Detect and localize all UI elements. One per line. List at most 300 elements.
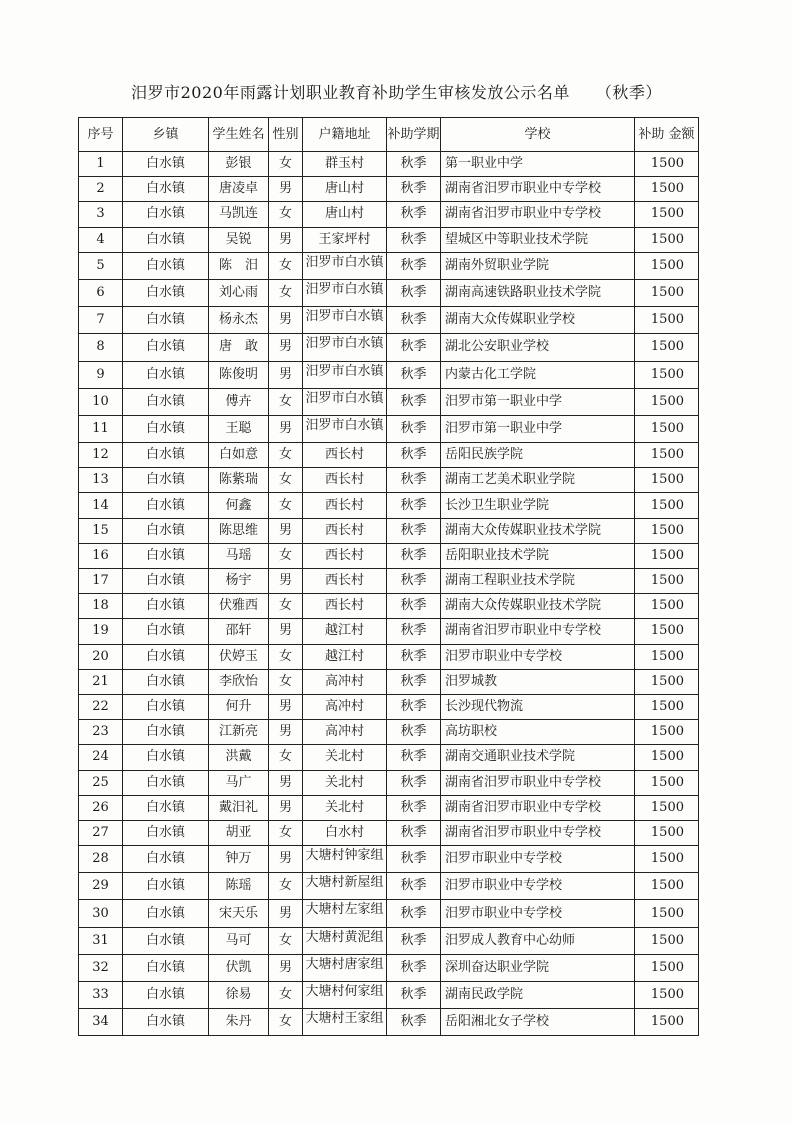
page-title	[0, 80, 793, 103]
township-cell: 白水镇	[123, 820, 209, 845]
table-row	[79, 202, 699, 227]
township-cell: 白水镇	[123, 202, 209, 227]
school-name-cell: 湖南大众传媒职业技术学院	[441, 594, 635, 619]
table-row	[79, 873, 699, 900]
row-number-cell: 9	[79, 361, 123, 388]
row-number-cell: 13	[79, 468, 123, 493]
school-name-cell: 湖南省汨罗市职业中专学校	[441, 820, 635, 845]
row-number-cell: 33	[79, 982, 123, 1009]
student-name-cell: 朱丹	[209, 1009, 269, 1036]
subsidy-amount-cell: 1500	[635, 873, 699, 900]
season-note: （秋季）	[595, 83, 662, 102]
township-cell: 白水镇	[123, 334, 209, 361]
township-cell: 白水镇	[123, 227, 209, 252]
student-name-cell: 彭银	[209, 152, 269, 177]
subsidy-amount-cell: 1500	[635, 770, 699, 795]
subsidy-term-cell: 秋季	[387, 1009, 441, 1036]
row-number-cell: 25	[79, 770, 123, 795]
school-name-cell: 汨罗市第一职业中学	[441, 388, 635, 415]
table-row	[79, 361, 699, 388]
row-number-cell: 12	[79, 443, 123, 468]
subsidy-term-cell: 秋季	[387, 873, 441, 900]
township-cell: 白水镇	[123, 443, 209, 468]
row-number-cell: 20	[79, 644, 123, 669]
township-cell: 白水镇	[123, 846, 209, 873]
subsidy-term-cell: 秋季	[387, 388, 441, 415]
table-row	[79, 443, 699, 468]
gender-cell: 男	[269, 177, 303, 202]
household-address-cell: 群玉村	[303, 152, 387, 177]
township-cell: 白水镇	[123, 152, 209, 177]
household-address-cell: 西长村	[303, 493, 387, 518]
subsidy-term-cell: 秋季	[387, 443, 441, 468]
household-address-cell: 大塘村钟家组	[303, 846, 387, 873]
row-number-cell: 24	[79, 745, 123, 770]
student-name-cell: 杨宇	[209, 569, 269, 594]
household-address-cell: 大塘村新屋组	[303, 873, 387, 900]
school-name-cell: 湖南省汨罗市职业中专学校	[441, 795, 635, 820]
township-cell: 白水镇	[123, 669, 209, 694]
student-name-cell: 陈 汨	[209, 252, 269, 279]
household-address-cell: 王家坪村	[303, 227, 387, 252]
student-name-cell: 何鑫	[209, 493, 269, 518]
gender-cell: 女	[269, 644, 303, 669]
subsidy-amount-cell: 1500	[635, 307, 699, 334]
gender-cell: 男	[269, 900, 303, 927]
table-row	[79, 954, 699, 981]
gender-cell: 男	[269, 227, 303, 252]
table-row	[79, 982, 699, 1009]
household-address-cell: 汨罗市白水镇	[303, 279, 387, 306]
household-address-cell: 汨罗市白水镇	[303, 334, 387, 361]
student-name-cell: 唐 敢	[209, 334, 269, 361]
township-cell: 白水镇	[123, 694, 209, 719]
student-name-cell: 杨永杰	[209, 307, 269, 334]
household-address-cell: 西长村	[303, 468, 387, 493]
gender-cell: 女	[269, 594, 303, 619]
subsidy-amount-cell: 1500	[635, 820, 699, 845]
student-name-cell: 徐易	[209, 982, 269, 1009]
table-row	[79, 177, 699, 202]
subsidy-amount-cell: 1500	[635, 900, 699, 927]
student-name-cell: 马凯连	[209, 202, 269, 227]
table-row	[79, 518, 699, 543]
subsidy-term-cell: 秋季	[387, 927, 441, 954]
subsidy-amount-cell: 1500	[635, 493, 699, 518]
subsidy-term-cell: 秋季	[387, 252, 441, 279]
school-name-cell: 汨罗城教	[441, 669, 635, 694]
gender-cell: 男	[269, 334, 303, 361]
school-name-cell: 岳阳职业技术学院	[441, 543, 635, 568]
table-row	[79, 720, 699, 745]
table-row	[79, 795, 699, 820]
table-row	[79, 745, 699, 770]
header-cell: 性别	[269, 118, 303, 152]
subsidy-term-cell: 秋季	[387, 795, 441, 820]
header-cell: 户籍地址	[303, 118, 387, 152]
table-row	[79, 468, 699, 493]
subsidy-amount-cell: 1500	[635, 518, 699, 543]
school-name-cell: 湖南大众传媒职业技术学院	[441, 518, 635, 543]
township-cell: 白水镇	[123, 468, 209, 493]
school-name-cell: 高坊职校	[441, 720, 635, 745]
subsidy-term-cell: 秋季	[387, 415, 441, 442]
school-name-cell: 湖南工程职业技术学院	[441, 569, 635, 594]
subsidy-term-cell: 秋季	[387, 770, 441, 795]
student-name-cell: 吴锐	[209, 227, 269, 252]
school-name-cell: 湖南省汨罗市职业中专学校	[441, 619, 635, 644]
table-row	[79, 694, 699, 719]
student-name-cell: 刘心雨	[209, 279, 269, 306]
row-number-cell: 17	[79, 569, 123, 594]
table-row	[79, 415, 699, 442]
subsidy-term-cell: 秋季	[387, 227, 441, 252]
subsidy-term-cell: 秋季	[387, 468, 441, 493]
subsidy-term-cell: 秋季	[387, 900, 441, 927]
subsidy-amount-cell: 1500	[635, 927, 699, 954]
household-address-cell: 汨罗市白水镇	[303, 307, 387, 334]
subsidy-amount-cell: 1500	[635, 982, 699, 1009]
row-number-cell: 27	[79, 820, 123, 845]
school-name-cell: 岳阳湘北女子学校	[441, 1009, 635, 1036]
household-address-cell: 大塘村黄泥组	[303, 927, 387, 954]
gender-cell: 女	[269, 873, 303, 900]
household-address-cell: 汨罗市白水镇	[303, 361, 387, 388]
header-cell: 序号	[79, 118, 123, 152]
household-address-cell: 大塘村何家组	[303, 982, 387, 1009]
subsidy-amount-cell: 1500	[635, 252, 699, 279]
household-address-cell: 汨罗市白水镇	[303, 252, 387, 279]
township-cell: 白水镇	[123, 1009, 209, 1036]
household-address-cell: 西长村	[303, 518, 387, 543]
student-name-cell: 陈紫瑞	[209, 468, 269, 493]
subsidy-term-cell: 秋季	[387, 820, 441, 845]
school-name-cell: 湖南大众传媒职业学校	[441, 307, 635, 334]
table-row	[79, 669, 699, 694]
gender-cell: 女	[269, 252, 303, 279]
gender-cell: 男	[269, 846, 303, 873]
student-name-cell: 邵轩	[209, 619, 269, 644]
subsidy-term-cell: 秋季	[387, 594, 441, 619]
school-name-cell: 湖南省汨罗市职业中专学校	[441, 202, 635, 227]
household-address-cell: 西长村	[303, 594, 387, 619]
subsidy-term-cell: 秋季	[387, 619, 441, 644]
row-number-cell: 18	[79, 594, 123, 619]
subsidy-amount-cell: 1500	[635, 694, 699, 719]
subsidy-amount-cell: 1500	[635, 669, 699, 694]
row-number-cell: 5	[79, 252, 123, 279]
gender-cell: 男	[269, 954, 303, 981]
gender-cell: 男	[269, 770, 303, 795]
school-name-cell: 汨罗成人教育中心幼师	[441, 927, 635, 954]
subsidy-amount-cell: 1500	[635, 279, 699, 306]
table-row	[79, 569, 699, 594]
school-name-cell: 长沙现代物流	[441, 694, 635, 719]
school-name-cell: 湖南工艺美术职业学院	[441, 468, 635, 493]
table-row	[79, 252, 699, 279]
gender-cell: 男	[269, 694, 303, 719]
township-cell: 白水镇	[123, 543, 209, 568]
student-name-cell: 唐凌卓	[209, 177, 269, 202]
household-address-cell: 高冲村	[303, 694, 387, 719]
subsidy-amount-cell: 1500	[635, 1009, 699, 1036]
subsidy-amount-cell: 1500	[635, 443, 699, 468]
household-address-cell: 关北村	[303, 795, 387, 820]
school-name-cell: 长沙卫生职业学院	[441, 493, 635, 518]
township-cell: 白水镇	[123, 518, 209, 543]
household-address-cell: 西长村	[303, 443, 387, 468]
row-number-cell: 19	[79, 619, 123, 644]
subsidy-term-cell: 秋季	[387, 361, 441, 388]
subsidy-term-cell: 秋季	[387, 846, 441, 873]
header-cell: 补助 金额	[635, 118, 699, 152]
household-address-cell: 关北村	[303, 745, 387, 770]
row-number-cell: 3	[79, 202, 123, 227]
subsidy-term-cell: 秋季	[387, 669, 441, 694]
subsidy-term-cell: 秋季	[387, 954, 441, 981]
row-number-cell: 6	[79, 279, 123, 306]
subsidy-amount-cell: 1500	[635, 334, 699, 361]
household-address-cell: 唐山村	[303, 202, 387, 227]
student-name-cell: 马瑶	[209, 543, 269, 568]
subsidy-term-cell: 秋季	[387, 518, 441, 543]
table-row	[79, 152, 699, 177]
subsidy-amount-cell: 1500	[635, 388, 699, 415]
household-address-cell: 大塘村王家组	[303, 1009, 387, 1036]
school-name-cell: 汨罗市职业中专学校	[441, 846, 635, 873]
student-name-cell: 傅卉	[209, 388, 269, 415]
gender-cell: 男	[269, 795, 303, 820]
subsidy-term-cell: 秋季	[387, 177, 441, 202]
household-address-cell: 大塘村唐家组	[303, 954, 387, 981]
subsidy-term-cell: 秋季	[387, 202, 441, 227]
township-cell: 白水镇	[123, 279, 209, 306]
row-number-cell: 10	[79, 388, 123, 415]
school-name-cell: 汨罗市第一职业中学	[441, 415, 635, 442]
gender-cell: 女	[269, 543, 303, 568]
township-cell: 白水镇	[123, 720, 209, 745]
subsidy-amount-cell: 1500	[635, 619, 699, 644]
school-name-cell: 汨罗市职业中专学校	[441, 873, 635, 900]
subsidy-amount-cell: 1500	[635, 468, 699, 493]
school-name-cell: 内蒙古化工学院	[441, 361, 635, 388]
table-row	[79, 594, 699, 619]
student-name-cell: 胡亚	[209, 820, 269, 845]
subsidy-amount-cell: 1500	[635, 543, 699, 568]
subsidy-term-cell: 秋季	[387, 720, 441, 745]
subsidy-amount-cell: 1500	[635, 227, 699, 252]
subsidy-table	[78, 117, 699, 1036]
header-cell: 补助学期	[387, 118, 441, 152]
table-row	[79, 927, 699, 954]
table-row	[79, 770, 699, 795]
row-number-cell: 34	[79, 1009, 123, 1036]
household-address-cell: 越江村	[303, 644, 387, 669]
row-number-cell: 16	[79, 543, 123, 568]
gender-cell: 男	[269, 518, 303, 543]
gender-cell: 女	[269, 820, 303, 845]
row-number-cell: 30	[79, 900, 123, 927]
township-cell: 白水镇	[123, 795, 209, 820]
subsidy-amount-cell: 1500	[635, 720, 699, 745]
household-address-cell: 西长村	[303, 569, 387, 594]
subsidy-amount-cell: 1500	[635, 415, 699, 442]
household-address-cell: 西长村	[303, 543, 387, 568]
township-cell: 白水镇	[123, 927, 209, 954]
student-name-cell: 陈俊明	[209, 361, 269, 388]
subsidy-term-cell: 秋季	[387, 279, 441, 306]
household-address-cell: 高冲村	[303, 720, 387, 745]
student-name-cell: 马可	[209, 927, 269, 954]
subsidy-amount-cell: 1500	[635, 846, 699, 873]
household-address-cell: 汨罗市白水镇	[303, 415, 387, 442]
gender-cell: 女	[269, 202, 303, 227]
table-row	[79, 644, 699, 669]
township-cell: 白水镇	[123, 954, 209, 981]
gender-cell: 女	[269, 669, 303, 694]
gender-cell: 女	[269, 388, 303, 415]
household-address-cell: 汨罗市白水镇	[303, 388, 387, 415]
table-row	[79, 279, 699, 306]
township-cell: 白水镇	[123, 415, 209, 442]
row-number-cell: 8	[79, 334, 123, 361]
table-row	[79, 846, 699, 873]
township-cell: 白水镇	[123, 594, 209, 619]
row-number-cell: 29	[79, 873, 123, 900]
subsidy-amount-cell: 1500	[635, 644, 699, 669]
township-cell: 白水镇	[123, 493, 209, 518]
student-name-cell: 白如意	[209, 443, 269, 468]
table-row	[79, 900, 699, 927]
table-row	[79, 334, 699, 361]
gender-cell: 女	[269, 745, 303, 770]
row-number-cell: 28	[79, 846, 123, 873]
township-cell: 白水镇	[123, 388, 209, 415]
table-row	[79, 820, 699, 845]
school-name-cell: 望城区中等职业技术学院	[441, 227, 635, 252]
subsidy-term-cell: 秋季	[387, 152, 441, 177]
gender-cell: 男	[269, 720, 303, 745]
township-cell: 白水镇	[123, 307, 209, 334]
row-number-cell: 23	[79, 720, 123, 745]
table-row	[79, 493, 699, 518]
subsidy-term-cell: 秋季	[387, 694, 441, 719]
township-cell: 白水镇	[123, 177, 209, 202]
household-address-cell: 大塘村左家组	[303, 900, 387, 927]
student-name-cell: 王聪	[209, 415, 269, 442]
table-row	[79, 1009, 699, 1036]
header-cell: 学校	[441, 118, 635, 152]
subsidy-term-cell: 秋季	[387, 307, 441, 334]
table-row	[79, 543, 699, 568]
subsidy-term-cell: 秋季	[387, 569, 441, 594]
school-name-cell: 汨罗市职业中专学校	[441, 900, 635, 927]
school-name-cell: 汨罗市职业中专学校	[441, 644, 635, 669]
student-name-cell: 陈思维	[209, 518, 269, 543]
township-cell: 白水镇	[123, 770, 209, 795]
row-number-cell: 14	[79, 493, 123, 518]
subsidy-term-cell: 秋季	[387, 543, 441, 568]
table-row	[79, 307, 699, 334]
row-number-cell: 11	[79, 415, 123, 442]
township-cell: 白水镇	[123, 644, 209, 669]
student-name-cell: 洪戴	[209, 745, 269, 770]
student-name-cell: 陈瑶	[209, 873, 269, 900]
row-number-cell: 7	[79, 307, 123, 334]
header-cell: 学生姓名	[209, 118, 269, 152]
student-name-cell: 宋天乐	[209, 900, 269, 927]
household-address-cell: 唐山村	[303, 177, 387, 202]
row-number-cell: 2	[79, 177, 123, 202]
subsidy-term-cell: 秋季	[387, 334, 441, 361]
school-name-cell: 湖南省汨罗市职业中专学校	[441, 770, 635, 795]
school-name-cell: 湖北公安职业学校	[441, 334, 635, 361]
gender-cell: 女	[269, 443, 303, 468]
gender-cell: 男	[269, 569, 303, 594]
township-cell: 白水镇	[123, 361, 209, 388]
township-cell: 白水镇	[123, 982, 209, 1009]
school-name-cell: 湖南民政学院	[441, 982, 635, 1009]
school-name-cell: 湖南外贸职业学院	[441, 252, 635, 279]
table-row	[79, 388, 699, 415]
gender-cell: 女	[269, 927, 303, 954]
row-number-cell: 22	[79, 694, 123, 719]
subsidy-term-cell: 秋季	[387, 493, 441, 518]
student-name-cell: 钟万	[209, 846, 269, 873]
table-body	[79, 152, 699, 1036]
student-name-cell: 伏婷玉	[209, 644, 269, 669]
gender-cell: 女	[269, 468, 303, 493]
student-name-cell: 马广	[209, 770, 269, 795]
row-number-cell: 31	[79, 927, 123, 954]
student-name-cell: 伏凯	[209, 954, 269, 981]
school-name-cell: 深圳奋达职业学院	[441, 954, 635, 981]
school-name-cell: 岳阳民族学院	[441, 443, 635, 468]
student-name-cell: 伏雅西	[209, 594, 269, 619]
student-name-cell: 戴汨礼	[209, 795, 269, 820]
subsidy-amount-cell: 1500	[635, 594, 699, 619]
township-cell: 白水镇	[123, 873, 209, 900]
township-cell: 白水镇	[123, 745, 209, 770]
household-address-cell: 关北村	[303, 770, 387, 795]
township-cell: 白水镇	[123, 900, 209, 927]
subsidy-amount-cell: 1500	[635, 569, 699, 594]
gender-cell: 女	[269, 152, 303, 177]
row-number-cell: 21	[79, 669, 123, 694]
subsidy-amount-cell: 1500	[635, 795, 699, 820]
household-address-cell: 高冲村	[303, 669, 387, 694]
gender-cell: 男	[269, 415, 303, 442]
subsidy-term-cell: 秋季	[387, 982, 441, 1009]
student-name-cell: 李欣怡	[209, 669, 269, 694]
school-name-cell: 湖南省汨罗市职业中专学校	[441, 177, 635, 202]
subsidy-amount-cell: 1500	[635, 177, 699, 202]
household-address-cell: 白水村	[303, 820, 387, 845]
table-header	[79, 118, 699, 152]
gender-cell: 男	[269, 307, 303, 334]
subsidy-term-cell: 秋季	[387, 745, 441, 770]
gender-cell: 男	[269, 361, 303, 388]
school-name-cell: 第一职业中学	[441, 152, 635, 177]
table-row	[79, 227, 699, 252]
household-address-cell: 越江村	[303, 619, 387, 644]
gender-cell: 女	[269, 279, 303, 306]
student-name-cell: 江新亮	[209, 720, 269, 745]
row-number-cell: 26	[79, 795, 123, 820]
subsidy-amount-cell: 1500	[635, 202, 699, 227]
row-number-cell: 32	[79, 954, 123, 981]
township-cell: 白水镇	[123, 252, 209, 279]
